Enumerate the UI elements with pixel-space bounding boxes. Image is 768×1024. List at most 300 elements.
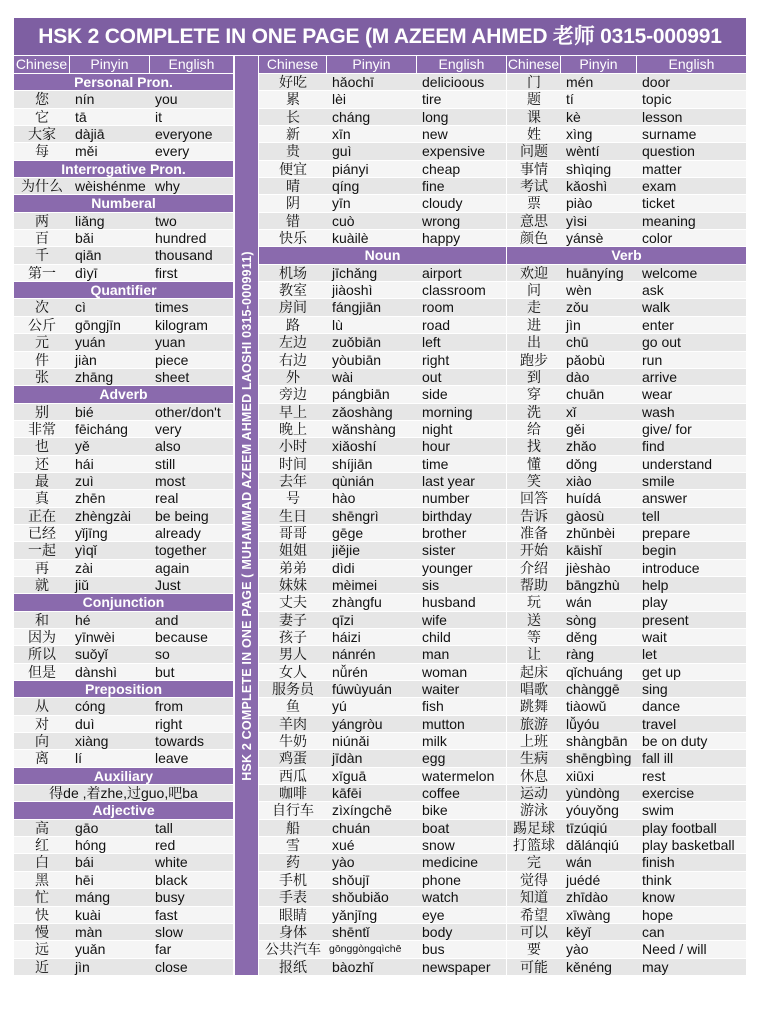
vocab-row [14,421,233,437]
pinyin-cell: suǒyǐ [75,646,108,663]
english-cell: prepare [642,524,691,541]
vocab-row [14,126,233,142]
chinese-cell: 游泳 [520,802,548,819]
vocab-row [259,837,506,853]
vocab-row [507,508,746,524]
chinese-cell: 完 [527,854,541,871]
pinyin-cell: zài [75,559,93,576]
english-cell: number [422,490,470,507]
vocab-row [507,646,746,662]
pinyin-cell: zhēn [75,490,106,507]
side-banner-text: HSK 2 COMPLETE IN ONE PAGE ( MUHAMMAD AZEEM AHMED LAOSHI 0315-0009911) [239,250,254,781]
english-cell: meaning [642,212,696,229]
english-cell: towards [155,733,205,750]
pinyin-cell: jiàn [75,351,97,368]
chinese-cell: 上班 [520,733,548,750]
chinese-cell: 让 [527,646,541,663]
pinyin-cell: jìn [75,958,90,975]
vocab-row [14,854,233,870]
chinese-cell: 时间 [279,455,307,472]
english-cell: very [155,420,182,437]
vocab-row [507,352,746,368]
vocab-row [259,438,506,454]
english-cell: wear [642,386,673,403]
english-cell: fish [422,698,444,715]
pinyin-cell: zhǎo [566,438,597,455]
vocab-row [507,109,746,125]
vocab-row [507,525,746,541]
vocab-row [259,265,506,281]
pinyin-cell: gěi [566,420,585,437]
vocab-row [259,716,506,732]
chinese-cell: 唱歌 [520,681,548,698]
english-cell: run [642,351,663,368]
english-cell: brother [422,524,467,541]
pinyin-cell: ràng [566,646,595,663]
english-cell: wife [422,611,447,628]
vocab-row [259,577,506,593]
pinyin-cell: zhāng [75,368,114,385]
pinyin-cell: guì [332,143,352,160]
vocab-row [507,750,746,766]
chinese-cell: 颜色 [520,230,548,247]
pinyin-cell: shàngbān [566,733,628,750]
english-cell: surname [642,126,697,143]
vocab-row [507,91,746,107]
english-cell: everyone [155,126,213,143]
chinese-cell: 西瓜 [279,767,307,784]
chinese-cell: 鱼 [286,698,300,715]
chinese-cell: 旅游 [520,715,548,732]
vocab-row [259,490,506,506]
chinese-cell: 房间 [279,299,307,316]
chinese-cell: 好吃 [279,74,307,90]
chinese-cell: 手机 [279,871,307,888]
pinyin-cell: cì [75,299,86,316]
english-cell: waiter [422,681,460,698]
chinese-cell: 和 [35,611,49,628]
chinese-cell: 跳舞 [520,698,548,715]
pinyin-cell: wán [566,854,592,871]
pinyin-cell: shēngbìng [566,750,632,767]
vocab-row [14,143,233,159]
english-cell: door [642,74,671,90]
english-cell: matter [642,160,682,177]
vocab-row [259,924,506,940]
vocab-row [507,421,746,437]
vocab-row [14,542,233,558]
chinese-cell: 找 [527,438,541,455]
section-header: Verb [507,247,746,263]
pinyin-cell: zǎoshàng [332,403,393,420]
pinyin-cell: tí [566,91,574,108]
vocab-row [259,889,506,905]
section-header: Adjective [14,802,233,818]
chinese-cell: 姐姐 [279,542,307,559]
pinyin-cell: zuì [75,472,94,489]
vocab-row [259,213,506,229]
pinyin-cell: hóng [75,837,107,854]
pinyin-cell: jiàoshì [332,282,373,299]
chinese-cell: 牛奶 [279,733,307,750]
pinyin-cell: yuán [75,334,106,351]
pinyin-cell: qīzi [332,611,354,628]
english-cell: you [155,91,178,108]
pinyin-cell: dǎlánqiú [566,837,619,854]
chinese-cell: 晴 [286,178,300,195]
chinese-cell: 生病 [520,750,548,767]
english-cell: room [422,299,454,316]
pinyin-cell: yào [566,941,589,958]
column-left [14,56,233,976]
vocab-row [259,143,506,159]
pinyin-cell: dǒng [566,455,598,472]
vocab-row [507,490,746,506]
chinese-cell: 千 [35,247,49,264]
vocab-row [507,473,746,489]
english-cell: sheet [155,368,190,385]
chinese-cell: 票 [527,195,541,212]
column-header [259,56,506,73]
vocab-row [259,733,506,749]
chinese-cell: 妹妹 [279,576,307,593]
english-cell: leave [155,750,189,767]
chinese-cell: 贵 [286,143,300,160]
english-cell: sing [642,681,668,698]
english-cell: wash [642,403,675,420]
pinyin-cell: zǒu [566,299,589,316]
chinese-cell: 长 [286,108,300,125]
vocab-row [259,854,506,870]
chinese-cell: 您 [35,91,49,108]
pinyin-cell: yú [332,698,347,715]
english-cell: delicioous [422,74,485,90]
section-header: Preposition [14,681,233,697]
section-header: Personal Pron. [14,74,233,90]
vocab-row [507,854,746,870]
english-cell: road [422,316,451,333]
pinyin-cell: nǚrén [332,663,368,680]
chinese-cell: 出 [527,334,541,351]
chinese-cell: 休息 [520,767,548,784]
english-cell: play [642,594,668,611]
pinyin-cell: zhīdào [566,889,609,906]
english-cell: understand [642,455,713,472]
pinyin-cell: nín [75,91,95,108]
english-cell: dance [642,698,681,715]
vocab-row [259,508,506,524]
pinyin-cell: chuān [566,386,605,403]
pinyin-cell: jiǔ [75,576,90,593]
pinyin-cell: xǐ [566,403,577,420]
chinese-cell: 姓 [527,126,541,143]
pinyin-cell: yě [75,438,90,455]
english-cell: first [155,264,178,281]
chinese-cell: 题 [527,91,541,108]
vocab-row [507,265,746,281]
chinese-cell: 因为 [28,629,56,645]
english-cell: watch [422,889,459,906]
pinyin-cell: zhǔnbèi [566,524,616,541]
vocab-row [14,473,233,489]
english-cell: be being [155,507,209,524]
vocab-row [14,941,233,957]
pinyin-cell: kuài [75,906,101,923]
pinyin-cell: cháng [332,108,371,125]
vocab-row [259,681,506,697]
pinyin-cell: xiàng [75,733,109,750]
chinese-cell: 哥哥 [279,524,307,541]
chinese-cell: 号 [286,490,300,507]
chinese-cell: 咖啡 [279,785,307,802]
chinese-cell: 弟弟 [279,559,307,576]
pinyin-cell: huídá [566,490,602,507]
pinyin-cell: wèishénme [75,178,146,195]
chinese-cell: 红 [35,837,49,854]
chinese-cell: 帮助 [520,576,548,593]
english-cell: exam [642,178,677,195]
english-cell: yuan [155,334,186,351]
vocab-row [14,664,233,680]
pinyin-cell: xīguā [332,767,367,784]
pinyin-cell: hé [75,611,91,628]
pinyin-cell: hái [75,455,94,472]
pinyin-cell: kāfēi [332,785,362,802]
english-cell: man [422,646,450,663]
english-cell: other/don't [155,403,221,420]
vocab-row [507,802,746,818]
english-cell: night [422,420,453,437]
pinyin-cell: gāo [75,819,99,836]
vocab-row [507,404,746,420]
chinese-cell: 新 [286,126,300,143]
vocab-row [14,612,233,628]
vocab-row [507,299,746,315]
english-cell: younger [422,559,473,576]
english-cell: right [422,351,450,368]
chinese-cell: 起床 [520,663,548,680]
english-cell: wait [642,629,667,645]
vocab-row [14,924,233,940]
vocab-row [259,109,506,125]
chinese-cell: 公共汽车 [265,941,321,958]
english-cell: travel [642,715,677,732]
chinese-cell: 一起 [28,542,56,559]
vocab-row [14,404,233,420]
vocab-row [14,91,233,107]
chinese-cell: 笑 [527,472,541,489]
english-cell: so [155,646,170,663]
chinese-cell: 丈夫 [279,594,307,611]
vocab-row [259,664,506,680]
chinese-cell: 已经 [28,524,56,541]
english-cell: eye [422,906,445,923]
english-cell: airport [422,264,462,281]
english-cell: play football [642,819,717,836]
pinyin-cell: tīzúqiú [566,819,608,836]
chinese-cell: 便宜 [279,160,307,177]
pinyin-cell: dìyī [75,264,98,281]
english-cell: every [155,143,190,160]
pinyin-cell: hào [332,490,356,507]
vocab-row [259,698,506,714]
pinyin-cell: děng [566,629,598,645]
header-english: English [438,56,485,72]
pinyin-cell: wèntí [566,143,600,160]
chinese-cell: 外 [286,368,300,385]
english-cell: already [155,524,201,541]
chinese-cell: 快乐 [279,230,307,247]
english-cell: mutton [422,715,465,732]
english-cell: tire [422,91,442,108]
chinese-cell: 非常 [28,420,56,437]
pinyin-cell: cuò [332,212,355,229]
pinyin-cell: hēi [75,871,94,888]
pinyin-cell: chū [566,334,589,351]
vocab-row [14,698,233,714]
pinyin-cell: shíjiān [332,455,373,472]
chinese-cell: 踢足球 [513,819,555,836]
chinese-cell: 张 [35,368,49,385]
pinyin-cell: zhàngfu [332,594,382,611]
vocab-row [14,213,233,229]
vocab-row [259,473,506,489]
chinese-cell: 可以 [520,923,548,940]
pinyin-cell: yángròu [332,715,383,732]
english-cell: bus [422,941,445,958]
column-middle [259,56,506,976]
chinese-cell: 次 [35,299,49,316]
english-cell: watermelon [422,767,495,784]
english-cell: black [155,871,188,888]
english-cell: newspaper [422,958,491,975]
pinyin-cell: kuàilè [332,230,369,247]
pinyin-cell: gēge [332,524,364,541]
chinese-cell: 忙 [35,889,49,906]
pinyin-cell: háizi [332,629,361,645]
english-cell: enter [642,316,674,333]
vocab-row [14,456,233,472]
vocab-row [507,74,746,90]
english-cell: hope [642,906,674,923]
vocab-row [259,612,506,628]
english-cell: sister [422,542,456,559]
vocab-row [259,195,506,211]
vocab-row [14,629,233,645]
vocab-row [14,907,233,923]
english-cell: go out [642,334,681,351]
chinese-cell: 眼睛 [279,906,307,923]
pinyin-cell: gōnggòngqìchē [329,943,402,956]
chinese-cell: 它 [35,108,49,125]
vocab-row [14,438,233,454]
chinese-cell: 远 [35,941,49,958]
pinyin-cell: qùnián [332,472,375,489]
vocab-row [507,594,746,610]
chinese-cell: 也 [35,438,49,455]
english-cell: finish [642,854,675,871]
pinyin-cell: kěyǐ [566,923,591,940]
vocab-row [259,91,506,107]
pinyin-cell: gàosù [566,507,605,524]
english-cell: sis [422,576,440,593]
chinese-cell: 懂 [527,455,541,472]
vocab-row [507,698,746,714]
chinese-cell: 早上 [279,403,307,420]
vocab-row [507,369,746,385]
pinyin-cell: pángbiān [332,386,390,403]
vocab-row [259,317,506,333]
vocab-row [507,161,746,177]
english-cell: long [422,108,449,125]
english-cell: left [422,334,441,351]
english-cell: but [155,663,175,680]
pinyin-cell: yuǎn [75,941,106,958]
vocab-row [507,716,746,732]
chinese-cell: 第一 [28,264,56,281]
vocab-row [507,837,746,853]
english-cell: red [155,837,176,854]
chinese-cell: 准备 [520,524,548,541]
vocab-row [259,785,506,801]
pinyin-cell: měi [75,143,98,160]
vocab-row [507,681,746,697]
chinese-cell: 问题 [520,143,548,160]
chinese-cell: 给 [527,420,541,437]
column-header [507,56,746,73]
vocab-row [14,716,233,732]
vocab-row [14,352,233,368]
pinyin-cell: yǎnjīng [332,906,378,923]
header-english: English [168,56,215,72]
header-chinese: Chinese [14,56,70,73]
vocab-row [507,317,746,333]
vocab-row [14,525,233,541]
vocab-row [507,889,746,905]
english-cell: ask [642,282,664,299]
english-cell: far [155,941,172,958]
english-cell: from [155,698,183,715]
english-cell: egg [422,750,446,767]
pinyin-cell: niúnǎi [332,733,370,750]
vocab-row [507,542,746,558]
pinyin-cell: chuán [332,819,371,836]
english-cell: birthday [422,507,472,524]
english-cell: ticket [642,195,675,212]
english-cell: why [155,178,180,195]
english-cell: fast [155,906,178,923]
english-cell: Need / will [642,941,707,958]
english-cell: happy [422,230,461,247]
english-cell: tell [642,507,660,524]
english-cell: get up [642,663,681,680]
pinyin-cell: xué [332,837,355,854]
chinese-cell: 知道 [520,889,548,906]
section-header: Auxiliary [14,768,233,784]
chinese-cell: 意思 [520,212,548,229]
chinese-cell: 件 [35,351,49,368]
english-cell: may [642,958,669,975]
pinyin-cell: bāngzhù [566,576,620,593]
english-cell: color [642,230,673,247]
pinyin-cell: máng [75,889,111,906]
section-header: Numberal [14,195,233,211]
chinese-cell: 欢迎 [520,264,548,281]
english-cell: smile [642,472,675,489]
pinyin-cell: jīdàn [332,750,363,767]
chinese-cell: 阴 [286,195,300,212]
pinyin-cell: dìdi [332,559,355,576]
